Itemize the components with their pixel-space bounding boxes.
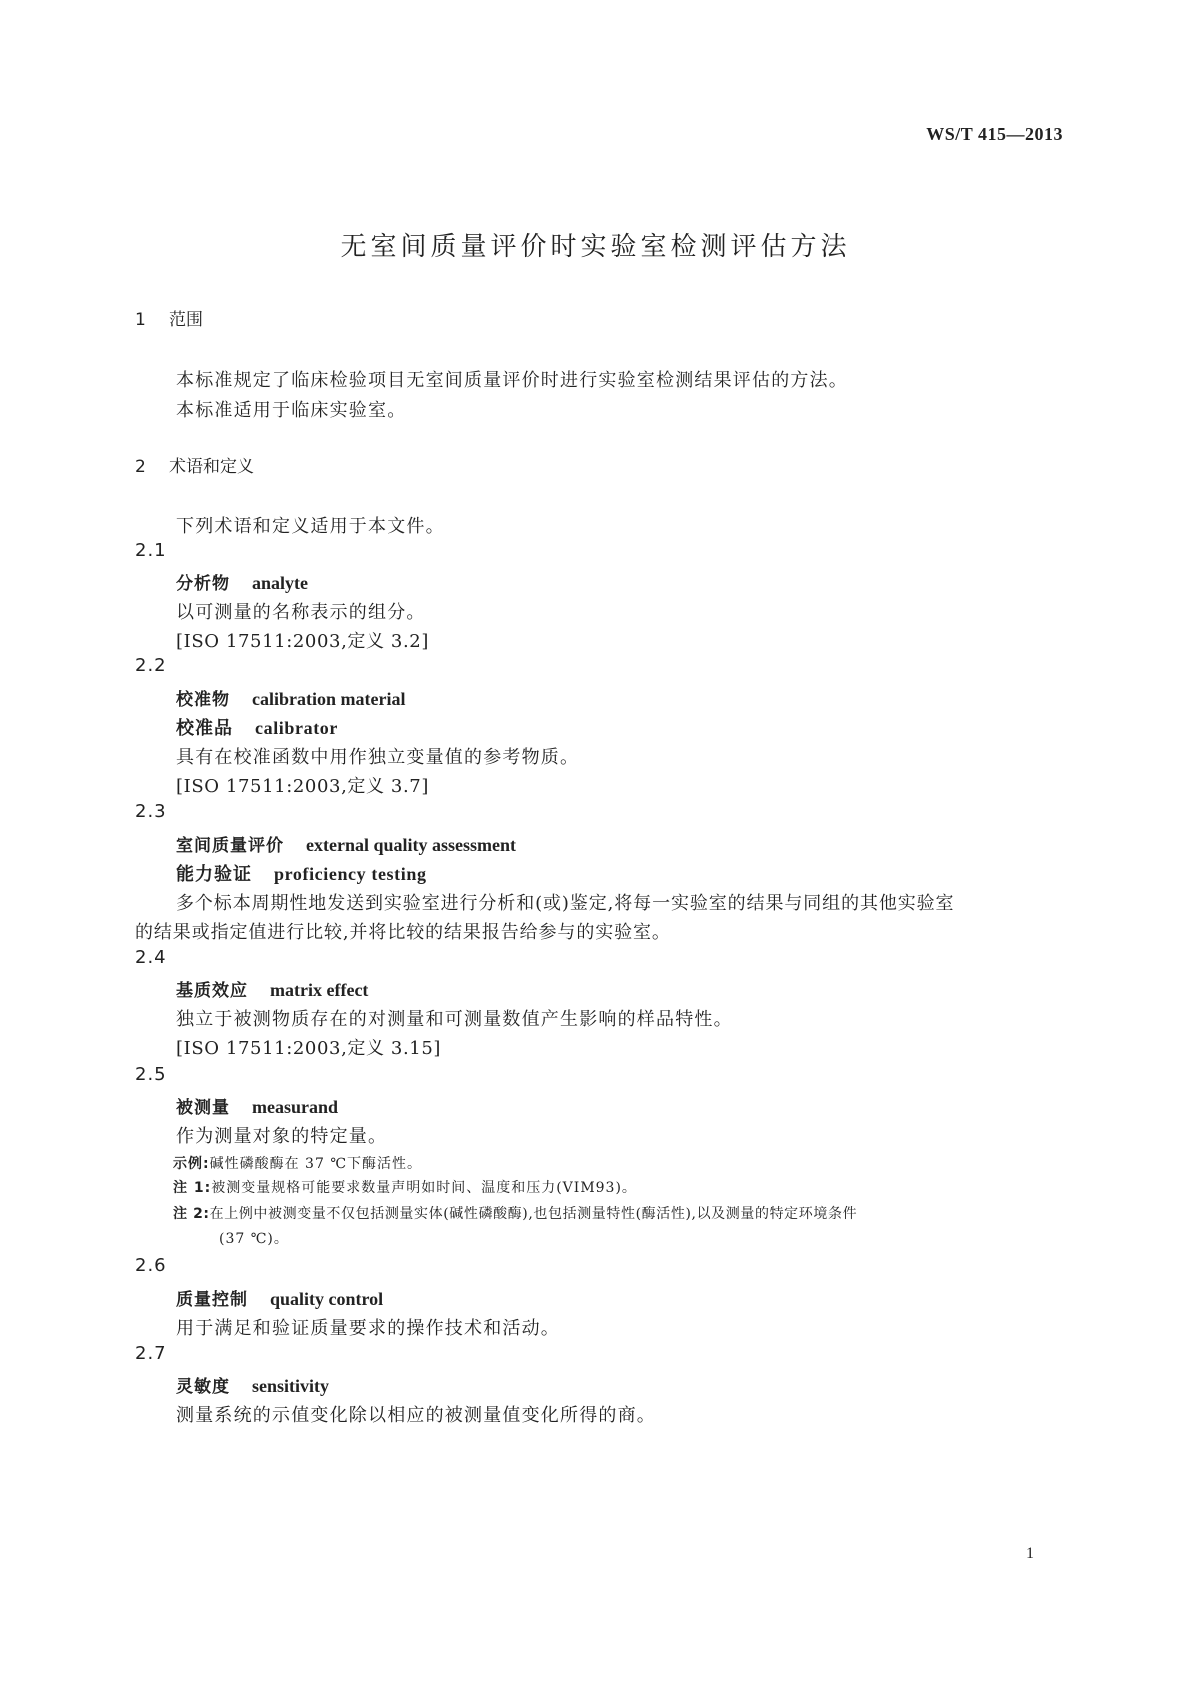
- term-zh: 校准物: [176, 690, 230, 710]
- term-number: 2.6: [135, 1255, 167, 1276]
- example-text: 碱性磷酸酶在 37 ℃下酶活性。: [209, 1156, 422, 1172]
- synonym-en: proficiency testing: [274, 864, 427, 884]
- term-definition: 用于满足和验证质量要求的操作技术和活动。: [176, 1318, 560, 1339]
- term-heading: [176, 685, 405, 710]
- term-en: matrix effect: [270, 980, 369, 1000]
- note-text: 被测变量规格可能要求数量声明如时间、温度和压力(VIM93)。: [211, 1180, 637, 1196]
- synonym-zh: 能力验证: [176, 864, 252, 885]
- term-definition: 作为测量对象的特定量。: [176, 1126, 388, 1147]
- document-title: 无室间质量评价时实验室检测评估方法: [340, 232, 851, 262]
- term-en: analyte: [252, 573, 308, 593]
- term-heading: [176, 569, 308, 594]
- term-definition: 测量系统的示值变化除以相应的被测量值变化所得的商。: [176, 1405, 656, 1426]
- scope-paragraph-2: 本标准适用于临床实验室。: [176, 400, 407, 421]
- note-2: [173, 1203, 857, 1223]
- section-title: 范围: [169, 310, 203, 330]
- note-1: [173, 1177, 637, 1197]
- scope-paragraph-1: 本标准规定了临床检验项目无室间质量评价时进行实验室检测结果评估的方法。: [176, 370, 848, 391]
- term-zh: 质量控制: [176, 1290, 248, 1310]
- term-heading: [176, 976, 368, 1001]
- term-zh: 分析物: [176, 574, 230, 594]
- term-number: 2.7: [135, 1343, 167, 1364]
- section-number: 1: [135, 310, 146, 330]
- term-heading: [176, 831, 516, 856]
- term-en: sensitivity: [252, 1376, 330, 1396]
- section-1-heading: [135, 305, 203, 330]
- term-reference: [ISO 17511:2003,定义 3.7]: [176, 776, 429, 797]
- terms-intro: 下列术语和定义适用于本文件。: [176, 516, 445, 537]
- term-number: 2.4: [135, 947, 167, 968]
- term-definition: 以可测量的名称表示的组分。: [176, 602, 426, 623]
- synonym-en: calibrator: [255, 718, 338, 738]
- synonym-zh: 校准品: [176, 718, 233, 739]
- term-zh: 室间质量评价: [176, 836, 284, 856]
- term-zh: 灵敏度: [176, 1377, 230, 1397]
- standard-number: WS/T 415—2013: [926, 124, 1063, 144]
- term-definition-continued: 的结果或指定值进行比较,并将比较的结果报告给参与的实验室。: [135, 922, 671, 943]
- note-label: 注 1:: [173, 1180, 212, 1196]
- term-definition: 独立于被测物质存在的对测量和可测量数值产生影响的样品特性。: [176, 1009, 733, 1030]
- note-label: 注 2:: [173, 1206, 210, 1222]
- term-number: 2.2: [135, 655, 167, 676]
- note-text: 在上例中被测变量不仅包括测量实体(碱性磷酸酶),也包括测量特性(酶活性),以及测量的特定环境条件: [209, 1206, 858, 1222]
- example-label: 示例:: [173, 1156, 210, 1172]
- example-note: [173, 1153, 422, 1173]
- term-zh: 被测量: [176, 1098, 230, 1118]
- term-reference: [ISO 17511:2003,定义 3.15]: [176, 1038, 442, 1059]
- page-number: 1: [1026, 1545, 1034, 1562]
- term-synonym: [176, 714, 338, 740]
- term-definition: 具有在校准函数中用作独立变量值的参考物质。: [176, 747, 580, 768]
- term-heading: [176, 1372, 329, 1397]
- section-2-heading: [135, 452, 254, 477]
- term-zh: 基质效应: [176, 981, 248, 1001]
- note-2-continued: (37 ℃)。: [219, 1231, 289, 1247]
- term-en: external quality assessment: [306, 835, 516, 855]
- term-reference: [ISO 17511:2003,定义 3.2]: [176, 631, 429, 652]
- term-number: 2.3: [135, 801, 167, 822]
- section-title: 术语和定义: [169, 457, 254, 477]
- term-definition: 多个标本周期性地发送到实验室进行分析和(或)鉴定,将每一实验室的结果与同组的其他实验室: [176, 893, 955, 914]
- section-number: 2: [135, 457, 146, 477]
- term-synonym: [176, 860, 427, 886]
- term-en: calibration material: [252, 689, 406, 709]
- term-heading: [176, 1285, 383, 1310]
- term-heading: [176, 1093, 338, 1118]
- term-number: 2.1: [135, 540, 167, 561]
- term-en: quality control: [270, 1289, 384, 1309]
- term-number: 2.5: [135, 1064, 167, 1085]
- term-en: measurand: [252, 1097, 339, 1117]
